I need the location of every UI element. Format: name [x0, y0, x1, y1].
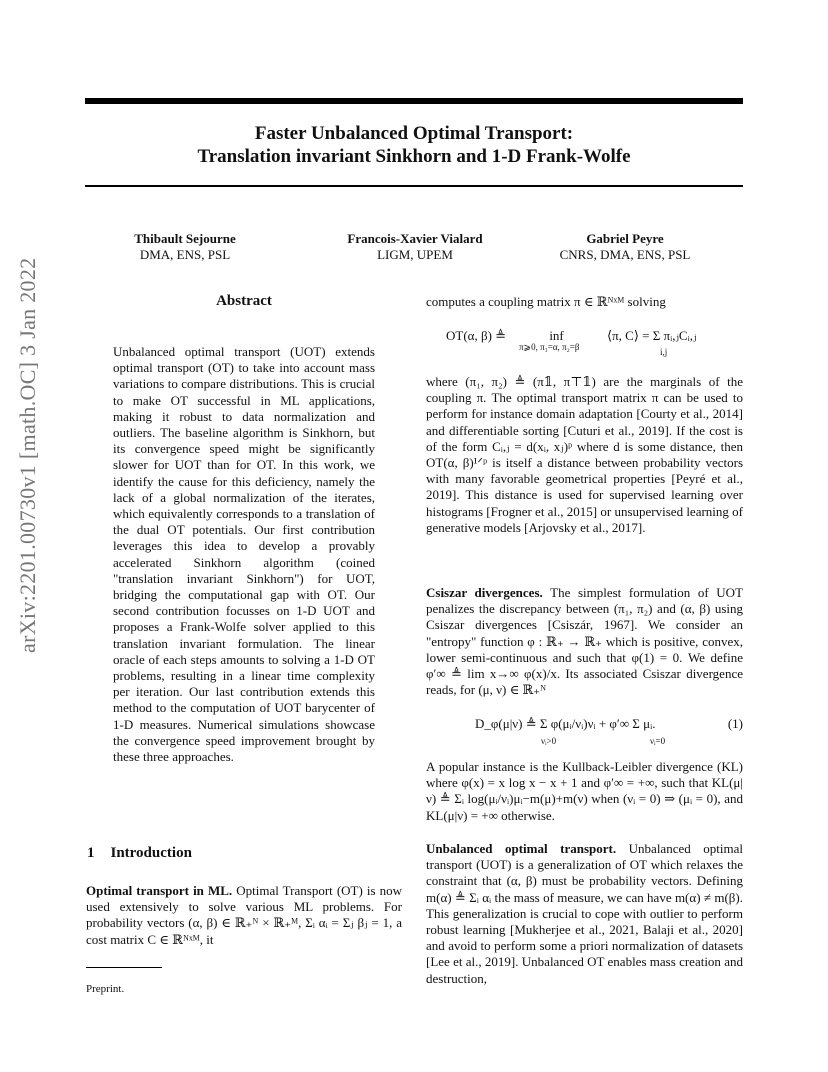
top-rule — [85, 98, 743, 104]
author-3: Gabriel Peyre CNRS, DMA, ENS, PSL — [559, 231, 691, 262]
eq-div-index-1: νᵢ>0 — [541, 736, 557, 746]
title-line-2: Translation invariant Sinkhorn and 1-D Frank-Wolfe — [197, 146, 631, 167]
arxiv-side-label: arXiv:2201.00730v1 [math.OC] 3 Jan 2022 — [15, 257, 40, 653]
author-2: Francois-Xavier Vialard LIGM, UPEM — [347, 231, 483, 262]
marginals-paragraph: where (π₁, π₂) ≜ (π𝟙, π⊤𝟙) are the marginals of the coupling π. The optimal transport matrix π can be used to perform for instance domain adaptation [Courty et al., 2014] and differentiable sorting [Cuturi et al., 2019]. If the cost is of the form Cᵢ,ⱼ = d(xᵢ, xⱼ)ᵖ where d is some distance, then OT(α, β)¹ᐟᵖ is itself a distance between probability vectors with many favorable geometrical properties [Peyré et al., 2019]. This distance is used for supervised learning over histograms [Frogner et al., 2015] or unsupervised learning of generative models [Arjovsky et al., 2017]. — [426, 374, 743, 535]
right-intro: computes a coupling matrix π ∈ ℝᴺˣᴹ solving — [426, 294, 666, 309]
uot-paragraph: Unbalanced optimal transport. Unbalanced optimal transport (UOT) is a generalization of OT which relaxes the constraint that (α, β) must be probability vectors. Defining m(α) ≜ Σᵢ αᵢ the mass of measure, we can have m(α) ≠ m(β). This generalization is crucial to cope with outlier to perform robust learning [Mukherjee et al., 2021, Balaji et al., 2020] and avoid to perform some a priori normalization of datasets [Lee et al., 2019]. Unbalanced OT enables mass creation and destruction, — [426, 841, 743, 986]
abstract-text: Unbalanced optimal transport (UOT) extends optimal transport (OT) to take into account mass variations to compare distributions. This is crucial to make OT successful in ML applications, making it robust to data normalization and outliers. The baseline algorithm is Sinkhorn, but its convergence speed might be significantly slower for UOT than for OT. In this work, we identify the cause for this deficiency, namely the lack of a global normalization of the iterates, which equivalently corresponds to a translation of the dual OT potentials. Our first contribution leverages this idea to develop a provably accelerated Sinkhorn algorithm (coined "translation invariant Sinkhorn") for UOT, bridging the computational gap with OT. Our second contribution focusses on 1-D UOT and proposes a Frank-Wolfe solver applied to this translation invariant formulation. The linear oracle of each steps amounts to solving a 1-D OT problems, resulting in a linear time complexity per iteration. Our last contribution extends this method to the computation of UOT barycenter of 1-D measures. Numerical simulations showcase the convergence speed improvement brought by these three approaches. — [113, 344, 375, 765]
footnote-rule — [86, 967, 162, 968]
eq-ot-sum-index: i,j — [660, 347, 668, 357]
eq-divergence: D_φ(μ|ν) ≜ Σ φ(μᵢ/νᵢ)νᵢ + φ′∞ Σ μᵢ. — [475, 716, 656, 731]
author-1: Thibault Sejourne DMA, ENS, PSL — [134, 231, 236, 262]
footnote: Preprint. — [86, 983, 125, 995]
section-heading: 1 Introduction — [87, 845, 192, 861]
abstract-heading: Abstract — [216, 293, 272, 309]
eq-div-index-2: νᵢ=0 — [650, 736, 666, 746]
eq-ot: OT(α, β) ≜ inf ⟨π, C⟩ = Σ πᵢ,ⱼCᵢ,ⱼ — [446, 328, 697, 343]
paper-title — [85, 122, 743, 168]
title-rule — [85, 185, 743, 187]
title-line-1: Faster Unbalanced Optimal Transport: — [254, 123, 574, 144]
intro-paragraph: Optimal transport in ML. Optimal Transport (OT) is now used extensively to solve various ML problems. For probability vectors (α, β) ∈ ℝ₊ᴺ × ℝ₊ᴹ, Σᵢ αᵢ = Σⱼ βⱼ = 1, a cost matrix C ∈ ℝᴺˣᴹ, it — [86, 883, 403, 947]
kl-paragraph: A popular instance is the Kullback-Leibler divergence (KL) where φ(x) = x log x − x + 1 and φ′∞ = +∞, such that KL(μ|ν) ≜ Σᵢ log(μᵢ/νᵢ)μᵢ−m(μ)+m(ν) when (νᵢ = 0) ⇒ (μᵢ = 0), and KL(μ|ν) = +∞ otherwise. — [426, 759, 743, 823]
csiszar-paragraph: Csiszar divergences. The simplest formulation of UOT penalizes the discrepancy between (π₁, π₂) and (α, β) using Csiszar divergences [Csiszár, 1967]. We consider an "entropy" function φ : ℝ₊ → ℝ₊ which is positive, convex, lower semi-continuous and such that φ(1) = 0. We define φ′∞ ≜ lim x→∞ φ(x)/x. Its associated Csiszar divergence reads, for (μ, ν) ∈ ℝ₊ᴺ — [426, 585, 744, 698]
eq-number: (1) — [727, 716, 743, 731]
eq-ot-constraint: π⩾0, π₁=α, π₂=β — [519, 342, 580, 352]
